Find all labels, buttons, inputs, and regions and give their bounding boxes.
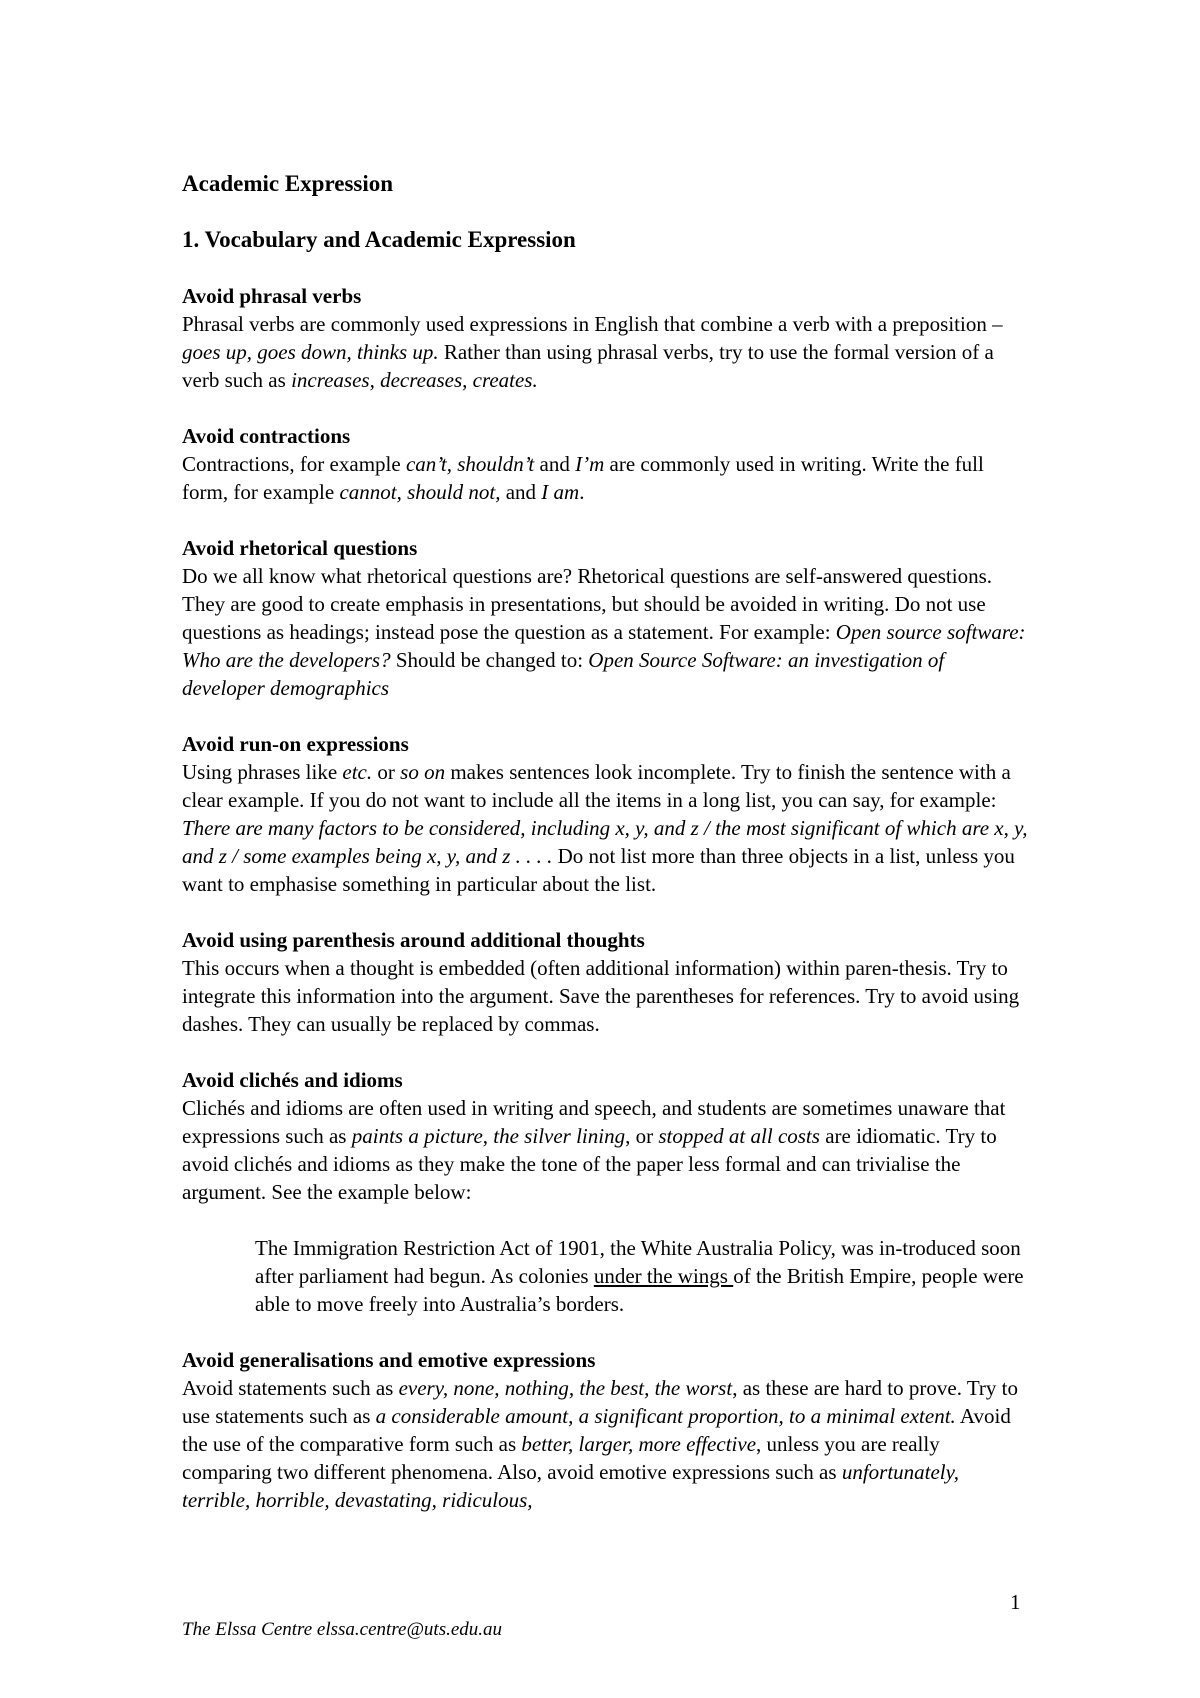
body-text: Do not list more than three objects in a list, unless you want to emphasise something in particular about the list. xyxy=(182,844,1015,896)
section-contractions xyxy=(182,422,1028,506)
section-generalisations xyxy=(182,1346,1028,1514)
example-text: cannot, should not, xyxy=(339,480,501,504)
document-title: Academic Expression xyxy=(182,171,394,196)
example-text: unfortunately, terrible, horrible, devastating, ridiculous, xyxy=(182,1460,960,1512)
underlined-idiom: under the wings xyxy=(593,1264,734,1288)
example-text: stopped at all costs xyxy=(658,1124,820,1148)
section-body xyxy=(182,562,1028,702)
body-text: This occurs when a thought is embedded (often additional information) within paren-thesis. Try to integrate this information into the argument. Save the parentheses for references. Try to avoid using dashes. They can usually be replaced by commas. xyxy=(182,956,1020,1036)
section-heading: Avoid rhetorical questions xyxy=(182,536,418,560)
example-text: etc. xyxy=(342,760,373,784)
body-text: Using phrases like xyxy=(182,760,343,784)
body-text: or xyxy=(372,760,401,784)
section-body xyxy=(182,758,1028,898)
body-text: Contractions, for example xyxy=(182,452,406,476)
section-heading: Avoid run-on expressions xyxy=(182,732,409,756)
example-text: every, none, nothing, the best, the worst xyxy=(398,1376,733,1400)
section-phrasal-verbs xyxy=(182,282,1028,394)
example-text: increases, decreases, creates. xyxy=(291,368,538,392)
document-page xyxy=(182,170,1028,1542)
body-text: Avoid statements such as xyxy=(182,1376,399,1400)
body-text: Phrasal verbs are commonly used expressions in English that combine a verb with a preposition – xyxy=(182,312,1003,336)
example-text: I’m xyxy=(575,452,605,476)
example-quote xyxy=(255,1234,1028,1318)
section-run-on-expressions xyxy=(182,730,1028,898)
example-text: the silver lining xyxy=(493,1124,626,1148)
section-heading: Avoid using parenthesis around additional thoughts xyxy=(182,928,645,952)
section-body xyxy=(182,310,1028,394)
body-text: Clichés and idioms are often used in writing and speech, and students are sometimes unaware that expressions such as xyxy=(182,1096,1006,1148)
section-body xyxy=(182,954,1028,1038)
body-text: , unless you are really comparing two different phenomena. Also, avoid emotive expressions such as xyxy=(182,1432,940,1484)
example-text: Open Source Software: an investigation of developer demographics xyxy=(182,648,945,700)
section-heading: Avoid contractions xyxy=(182,424,351,448)
example-text: I am xyxy=(541,480,580,504)
body-text: are commonly used in writing. Write the full form, for example xyxy=(182,452,984,504)
section-body xyxy=(182,1094,1028,1206)
body-text: Do we all know what rhetorical questions are? Rhetorical questions are self-answered questions. They are good to create emphasis in presentations, but should be avoided in writing. Do not use questions as headings; instead pose the question as a statement. For example: xyxy=(182,564,992,644)
page-number: 1 xyxy=(1010,1590,1021,1614)
body-text: Should be changed to: xyxy=(390,648,589,672)
quote-text: of the British Empire, people were able to move freely into Australia’s borders. xyxy=(255,1264,1024,1316)
body-text: , or xyxy=(625,1124,659,1148)
body-text: , as these are hard to prove. Try to use statements such as xyxy=(182,1376,1018,1428)
section-heading: Avoid clichés and idioms xyxy=(182,1068,403,1092)
section-cliches-idioms xyxy=(182,1066,1028,1206)
quote-text: The Immigration Restriction Act of 1901, the White Australia Policy, was in-troduced soon after parliament had begun. As colonies xyxy=(255,1236,1021,1288)
body-text: makes sentences look incomplete. Try to finish the sentence with a clear example. If you do not want to include all the items in a long list, you can say, for example: xyxy=(182,760,1011,812)
section-parenthesis xyxy=(182,926,1028,1038)
section-title: 1. Vocabulary and Academic Expression xyxy=(182,227,576,252)
example-text: a considerable amount, a significant proportion, to a minimal extent. xyxy=(375,1404,956,1428)
example-text: goes up, goes down, thinks up. xyxy=(182,340,439,364)
example-text: better, larger, more effective xyxy=(521,1432,757,1456)
page-footer: The Elssa Centre elssa.centre@uts.edu.au xyxy=(182,1619,503,1640)
section-rhetorical-questions xyxy=(182,534,1028,702)
example-text: can’t, shouldn’t xyxy=(405,452,535,476)
body-text: . xyxy=(579,480,585,504)
section-body xyxy=(182,1374,1028,1514)
example-text: paints a picture xyxy=(351,1124,483,1148)
example-text: There are many factors to be considered, including x, y, and z / the most significant of which are x, y, and z / some examples being x, y, and z . . . . xyxy=(182,816,1028,868)
example-text: so on xyxy=(400,760,446,784)
section-body xyxy=(182,450,1028,506)
example-text: Open source software: Who are the developers? xyxy=(182,620,1026,672)
body-text: Rather than using phrasal verbs, try to use the formal version of a verb such as xyxy=(182,340,994,392)
body-text: and xyxy=(534,452,576,476)
section-heading: Avoid generalisations and emotive expressions xyxy=(182,1348,596,1372)
body-text: Avoid the use of the comparative form such as xyxy=(182,1404,1011,1456)
section-heading: Avoid phrasal verbs xyxy=(182,284,362,308)
body-text: are idiomatic. Try to avoid clichés and idioms as they make the tone of the paper less formal and can trivialise the argument. See the example below: xyxy=(182,1124,997,1204)
body-text: and xyxy=(500,480,542,504)
body-text: , xyxy=(482,1124,494,1148)
